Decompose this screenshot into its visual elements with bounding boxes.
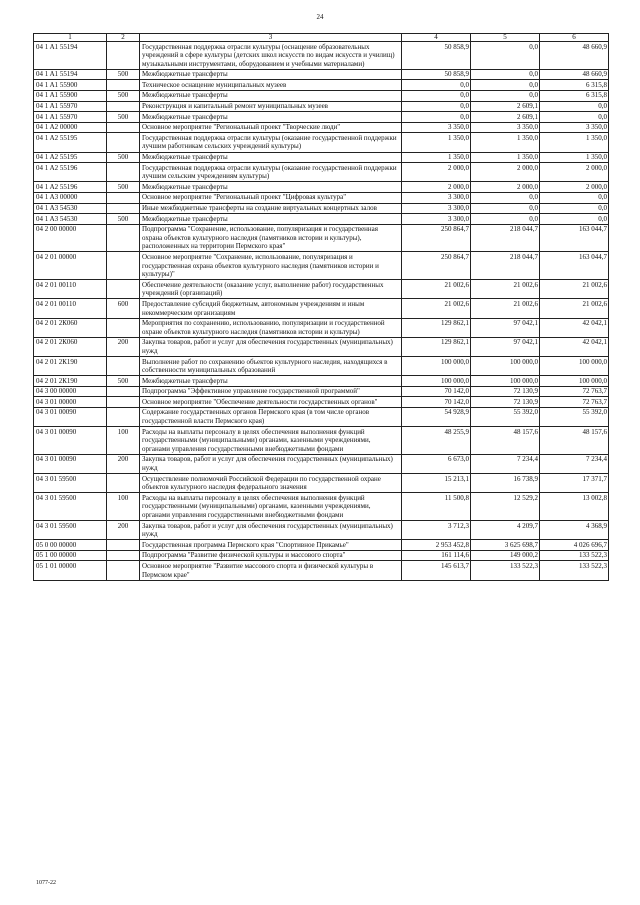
row-value-2022: 54 928,9 (402, 407, 471, 426)
row-value-2024: 133 522,3 (540, 550, 609, 561)
row-value-2022: 21 002,6 (402, 280, 471, 299)
row-expense-type (107, 122, 140, 133)
row-name: Иные межбюджетные трансферты на создание виртуальных концертных залов (140, 203, 402, 214)
table-row (34, 252, 609, 280)
row-value-2024: 163 044,7 (540, 224, 609, 252)
table-row (34, 192, 609, 203)
row-value-2022: 0,0 (402, 80, 471, 91)
table-row (34, 163, 609, 182)
row-value-2023: 72 130,9 (471, 397, 540, 408)
row-code: 04 1 A1 55194 (34, 42, 107, 70)
row-expense-type (107, 192, 140, 203)
row-name: Основное мероприятие "Региональный проект "Творческие люди" (140, 122, 402, 133)
row-value-2022: 6 673,0 (402, 454, 471, 473)
row-value-2024: 48 660,9 (540, 69, 609, 80)
row-value-2024: 133 522,3 (540, 561, 609, 580)
row-value-2022: 50 858,9 (402, 69, 471, 80)
row-name: Государственная поддержка отрасли культуры (оказание государственной поддержки лучшим работникам сельских учреждений культуры) (140, 133, 402, 152)
table-row (34, 182, 609, 193)
row-value-2023: 0,0 (471, 203, 540, 214)
row-value-2023: 97 042,1 (471, 318, 540, 337)
row-code: 04 3 01 00000 (34, 397, 107, 408)
row-value-2024: 0,0 (540, 112, 609, 123)
row-value-2024: 100 000,0 (540, 376, 609, 387)
row-expense-type: 500 (107, 90, 140, 101)
row-value-2022: 15 213,1 (402, 474, 471, 493)
row-value-2023: 72 130,9 (471, 386, 540, 397)
row-value-2023: 4 209,7 (471, 521, 540, 540)
row-name: Закупка товаров, работ и услуг для обеспечения государственных (муниципальных) нужд (140, 337, 402, 356)
row-value-2022: 100 000,0 (402, 357, 471, 376)
row-value-2024: 21 002,6 (540, 280, 609, 299)
table-row (34, 152, 609, 163)
row-name: Основное мероприятие "Обеспечение деятельности государственных органов" (140, 397, 402, 408)
row-code: 04 1 A2 00000 (34, 122, 107, 133)
row-name: Техническое оснащение муниципальных музеев (140, 80, 402, 91)
row-name: Подпрограмма "Эффективное управление государственной программой" (140, 386, 402, 397)
table-row (34, 376, 609, 387)
column-number-row (34, 34, 609, 42)
row-name: Предоставление субсидий бюджетным, автономным учреждениям и иным некоммерческим организациям (140, 299, 402, 318)
row-value-2024: 55 392,0 (540, 407, 609, 426)
row-value-2024: 6 315,8 (540, 90, 609, 101)
row-expense-type (107, 397, 140, 408)
row-value-2022: 48 255,9 (402, 427, 471, 455)
column-header: 5 (471, 34, 540, 42)
row-name: Расходы на выплаты персоналу в целях обеспечения выполнения функций государственными (муниципальными) органами, казенными учреждениями, органами управления государственными внебюджетными фондами (140, 427, 402, 455)
row-value-2022: 70 142,0 (402, 397, 471, 408)
row-name: Основное мероприятие "Сохранение, использование, популяризация и государственная охрана объектов культурного наследия (памятников истории и культуры)" (140, 252, 402, 280)
row-value-2024: 0,0 (540, 214, 609, 225)
row-name: Закупка товаров, работ и услуг для обеспечения государственных (муниципальных) нужд (140, 521, 402, 540)
row-value-2023: 100 000,0 (471, 357, 540, 376)
table-row (34, 224, 609, 252)
row-code: 04 3 01 59500 (34, 521, 107, 540)
row-value-2022: 0,0 (402, 101, 471, 112)
row-expense-type: 500 (107, 376, 140, 387)
row-name: Содержание государственных органов Пермского края (в том числе органов государственной власти Пермского края) (140, 407, 402, 426)
row-expense-type (107, 357, 140, 376)
row-code: 05 1 00 00000 (34, 550, 107, 561)
table-row (34, 397, 609, 408)
row-expense-type (107, 42, 140, 70)
row-expense-type (107, 318, 140, 337)
row-code: 04 1 A1 55970 (34, 101, 107, 112)
table-row (34, 474, 609, 493)
row-value-2022: 129 862,1 (402, 318, 471, 337)
row-expense-type: 500 (107, 112, 140, 123)
table-row (34, 427, 609, 455)
row-name: Межбюджетные трансферты (140, 182, 402, 193)
row-value-2022: 3 300,0 (402, 192, 471, 203)
row-value-2022: 250 864,7 (402, 252, 471, 280)
row-value-2023: 2 000,0 (471, 163, 540, 182)
row-code: 04 2 01 2К060 (34, 337, 107, 356)
row-code: 04 1 A3 00000 (34, 192, 107, 203)
row-expense-type (107, 101, 140, 112)
row-value-2022: 2 000,0 (402, 163, 471, 182)
row-value-2023: 0,0 (471, 80, 540, 91)
row-name: Подпрограмма "Сохранение, использование, популяризация и государственная охрана объектов культурного наследия (памятников истории и культуры), расположенных на территории Пермского края" (140, 224, 402, 252)
row-value-2023: 12 529,2 (471, 493, 540, 521)
row-value-2022: 145 613,7 (402, 561, 471, 580)
row-expense-type (107, 407, 140, 426)
row-value-2022: 1 350,0 (402, 152, 471, 163)
row-value-2022: 129 862,1 (402, 337, 471, 356)
row-expense-type (107, 386, 140, 397)
budget-table (33, 33, 609, 581)
row-value-2023: 3 350,0 (471, 122, 540, 133)
row-expense-type (107, 133, 140, 152)
row-value-2023: 218 044,7 (471, 224, 540, 252)
row-name: Межбюджетные трансферты (140, 69, 402, 80)
row-value-2023: 218 044,7 (471, 252, 540, 280)
row-code: 04 1 A1 55900 (34, 80, 107, 91)
row-name: Подпрограмма "Развитие физической культуры и массового спорта" (140, 550, 402, 561)
row-expense-type: 200 (107, 337, 140, 356)
row-value-2023: 0,0 (471, 90, 540, 101)
row-value-2023: 48 157,6 (471, 427, 540, 455)
column-header: 3 (140, 34, 402, 42)
row-expense-type (107, 224, 140, 252)
table-row (34, 493, 609, 521)
row-value-2024: 2 000,0 (540, 163, 609, 182)
row-value-2022: 2 000,0 (402, 182, 471, 193)
row-name: Государственная программа Пермского края "Спортивное Прикамье" (140, 540, 402, 551)
row-value-2023: 2 000,0 (471, 182, 540, 193)
table-row (34, 407, 609, 426)
row-value-2023: 0,0 (471, 192, 540, 203)
table-row (34, 69, 609, 80)
row-expense-type: 100 (107, 427, 140, 455)
row-code: 04 2 01 2К190 (34, 357, 107, 376)
row-expense-type: 500 (107, 214, 140, 225)
row-expense-type (107, 80, 140, 91)
row-value-2024: 6 315,8 (540, 80, 609, 91)
row-value-2024: 163 044,7 (540, 252, 609, 280)
row-value-2024: 48 660,9 (540, 42, 609, 70)
row-value-2024: 1 350,0 (540, 152, 609, 163)
row-value-2022: 1 350,0 (402, 133, 471, 152)
row-value-2022: 50 858,9 (402, 42, 471, 70)
table-row (34, 540, 609, 551)
table-row (34, 561, 609, 580)
footer-code: 1077-22 (36, 880, 56, 886)
row-code: 04 2 01 00000 (34, 252, 107, 280)
row-expense-type (107, 474, 140, 493)
table-row (34, 112, 609, 123)
column-header: 4 (402, 34, 471, 42)
row-code: 04 1 A3 54530 (34, 214, 107, 225)
row-value-2023: 133 522,3 (471, 561, 540, 580)
row-value-2023: 0,0 (471, 214, 540, 225)
table-row (34, 386, 609, 397)
row-code: 04 1 A2 55195 (34, 152, 107, 163)
row-value-2023: 149 000,2 (471, 550, 540, 561)
row-value-2022: 11 500,8 (402, 493, 471, 521)
row-value-2024: 13 002,8 (540, 493, 609, 521)
row-expense-type: 200 (107, 454, 140, 473)
row-value-2024: 72 763,7 (540, 397, 609, 408)
row-value-2022: 2 953 452,8 (402, 540, 471, 551)
row-name: Мероприятия по сохранению, использованию, популяризации и государственной охране объектов культурного наследия (памятников истории и культуры) (140, 318, 402, 337)
table-row (34, 357, 609, 376)
table-row (34, 454, 609, 473)
row-name: Выполнение работ по сохранению объектов культурного наследия, находящихся в собственности муниципальных образований (140, 357, 402, 376)
row-name: Осуществление полномочий Российской Федерации по государственной охране объектов культурного наследия федерального значения (140, 474, 402, 493)
table-row (34, 299, 609, 318)
row-expense-type (107, 252, 140, 280)
row-value-2024: 2 000,0 (540, 182, 609, 193)
row-name: Основное мероприятие "Региональный проект "Цифровая культура" (140, 192, 402, 203)
row-code: 04 3 01 00090 (34, 427, 107, 455)
row-name: Реконструкция и капитальный ремонт муниципальных музеев (140, 101, 402, 112)
row-code: 04 3 01 59500 (34, 474, 107, 493)
column-header: 6 (540, 34, 609, 42)
row-value-2022: 3 300,0 (402, 214, 471, 225)
row-value-2023: 7 234,4 (471, 454, 540, 473)
page-number: 24 (316, 13, 324, 21)
row-value-2023: 100 000,0 (471, 376, 540, 387)
row-value-2022: 70 142,0 (402, 386, 471, 397)
row-value-2024: 21 002,6 (540, 299, 609, 318)
table-row (34, 550, 609, 561)
row-value-2024: 17 371,7 (540, 474, 609, 493)
row-code: 04 3 01 59500 (34, 493, 107, 521)
row-expense-type (107, 550, 140, 561)
row-value-2024: 0,0 (540, 192, 609, 203)
row-expense-type: 200 (107, 521, 140, 540)
row-code: 04 1 A2 55196 (34, 182, 107, 193)
row-expense-type (107, 280, 140, 299)
row-code: 04 1 A3 54530 (34, 203, 107, 214)
row-value-2024: 42 042,1 (540, 337, 609, 356)
row-code: 04 2 01 2К060 (34, 318, 107, 337)
row-value-2022: 161 114,6 (402, 550, 471, 561)
row-value-2024: 0,0 (540, 101, 609, 112)
row-name: Государственная поддержка отрасли культуры (оснащение образовательных учреждений в сфере культуры (детских школ искусств по видам искусств и училищ) музыкальными инструментами, оборудованием и учебными материалами) (140, 42, 402, 70)
row-value-2023: 3 625 698,7 (471, 540, 540, 551)
row-code: 04 2 00 00000 (34, 224, 107, 252)
row-expense-type: 500 (107, 182, 140, 193)
table-row (34, 521, 609, 540)
row-value-2022: 3 712,3 (402, 521, 471, 540)
row-code: 04 2 01 2К190 (34, 376, 107, 387)
row-value-2023: 16 738,9 (471, 474, 540, 493)
row-expense-type: 600 (107, 299, 140, 318)
row-value-2022: 0,0 (402, 112, 471, 123)
row-expense-type: 100 (107, 493, 140, 521)
row-expense-type (107, 203, 140, 214)
row-expense-type: 500 (107, 152, 140, 163)
row-value-2024: 4 026 696,7 (540, 540, 609, 551)
row-expense-type (107, 540, 140, 551)
row-value-2023: 1 350,0 (471, 133, 540, 152)
row-name: Межбюджетные трансферты (140, 112, 402, 123)
row-value-2024: 72 763,7 (540, 386, 609, 397)
row-value-2022: 0,0 (402, 90, 471, 101)
row-value-2022: 100 000,0 (402, 376, 471, 387)
table-row (34, 280, 609, 299)
row-name: Межбюджетные трансферты (140, 90, 402, 101)
row-code: 04 1 A1 55970 (34, 112, 107, 123)
table-row (34, 214, 609, 225)
row-code: 05 0 00 00000 (34, 540, 107, 551)
table-row (34, 42, 609, 70)
row-value-2024: 0,0 (540, 203, 609, 214)
row-value-2024: 4 368,9 (540, 521, 609, 540)
row-code: 04 1 A1 55900 (34, 90, 107, 101)
row-value-2023: 21 002,6 (471, 299, 540, 318)
column-header: 1 (34, 34, 107, 42)
row-value-2024: 100 000,0 (540, 357, 609, 376)
row-name: Расходы на выплаты персоналу в целях обеспечения выполнения функций государственными (муниципальными) органами, казенными учреждениями, органами управления государственными внебюджетными фондами (140, 493, 402, 521)
row-value-2024: 1 350,0 (540, 133, 609, 152)
row-code: 04 3 00 00000 (34, 386, 107, 397)
row-value-2023: 55 392,0 (471, 407, 540, 426)
row-value-2023: 21 002,6 (471, 280, 540, 299)
row-code: 04 2 01 00110 (34, 299, 107, 318)
row-name: Межбюджетные трансферты (140, 214, 402, 225)
row-code: 04 1 A1 55194 (34, 69, 107, 80)
row-name: Основное мероприятие "Развитие массового спорта и физической культуры в Пермском крае" (140, 561, 402, 580)
row-value-2024: 3 350,0 (540, 122, 609, 133)
row-code: 04 1 A2 55196 (34, 163, 107, 182)
table-row (34, 133, 609, 152)
column-header: 2 (107, 34, 140, 42)
table-row (34, 80, 609, 91)
row-code: 04 2 01 00110 (34, 280, 107, 299)
row-value-2023: 0,0 (471, 42, 540, 70)
row-value-2023: 2 609,1 (471, 101, 540, 112)
row-value-2023: 97 042,1 (471, 337, 540, 356)
row-value-2022: 21 002,6 (402, 299, 471, 318)
row-code: 04 3 01 00090 (34, 454, 107, 473)
table-row (34, 122, 609, 133)
row-code: 05 1 01 00000 (34, 561, 107, 580)
row-expense-type: 500 (107, 69, 140, 80)
row-code: 04 3 01 00090 (34, 407, 107, 426)
row-value-2023: 0,0 (471, 69, 540, 80)
row-name: Межбюджетные трансферты (140, 152, 402, 163)
row-value-2024: 42 042,1 (540, 318, 609, 337)
row-value-2024: 48 157,6 (540, 427, 609, 455)
row-value-2023: 1 350,0 (471, 152, 540, 163)
row-value-2022: 3 350,0 (402, 122, 471, 133)
row-expense-type (107, 561, 140, 580)
row-code: 04 1 A2 55195 (34, 133, 107, 152)
table-row (34, 203, 609, 214)
row-value-2022: 3 300,0 (402, 203, 471, 214)
row-name: Межбюджетные трансферты (140, 376, 402, 387)
row-name: Государственная поддержка отрасли культуры (оказание государственной поддержки лучшим сельским учреждениям культуры) (140, 163, 402, 182)
row-value-2022: 250 864,7 (402, 224, 471, 252)
table-row (34, 337, 609, 356)
row-value-2023: 2 609,1 (471, 112, 540, 123)
row-value-2024: 7 234,4 (540, 454, 609, 473)
row-name: Обеспечение деятельности (оказание услуг, выполнение работ) государственных учреждений (организаций) (140, 280, 402, 299)
table-row (34, 90, 609, 101)
row-name: Закупка товаров, работ и услуг для обеспечения государственных (муниципальных) нужд (140, 454, 402, 473)
table-row (34, 318, 609, 337)
table-row (34, 101, 609, 112)
row-expense-type (107, 163, 140, 182)
